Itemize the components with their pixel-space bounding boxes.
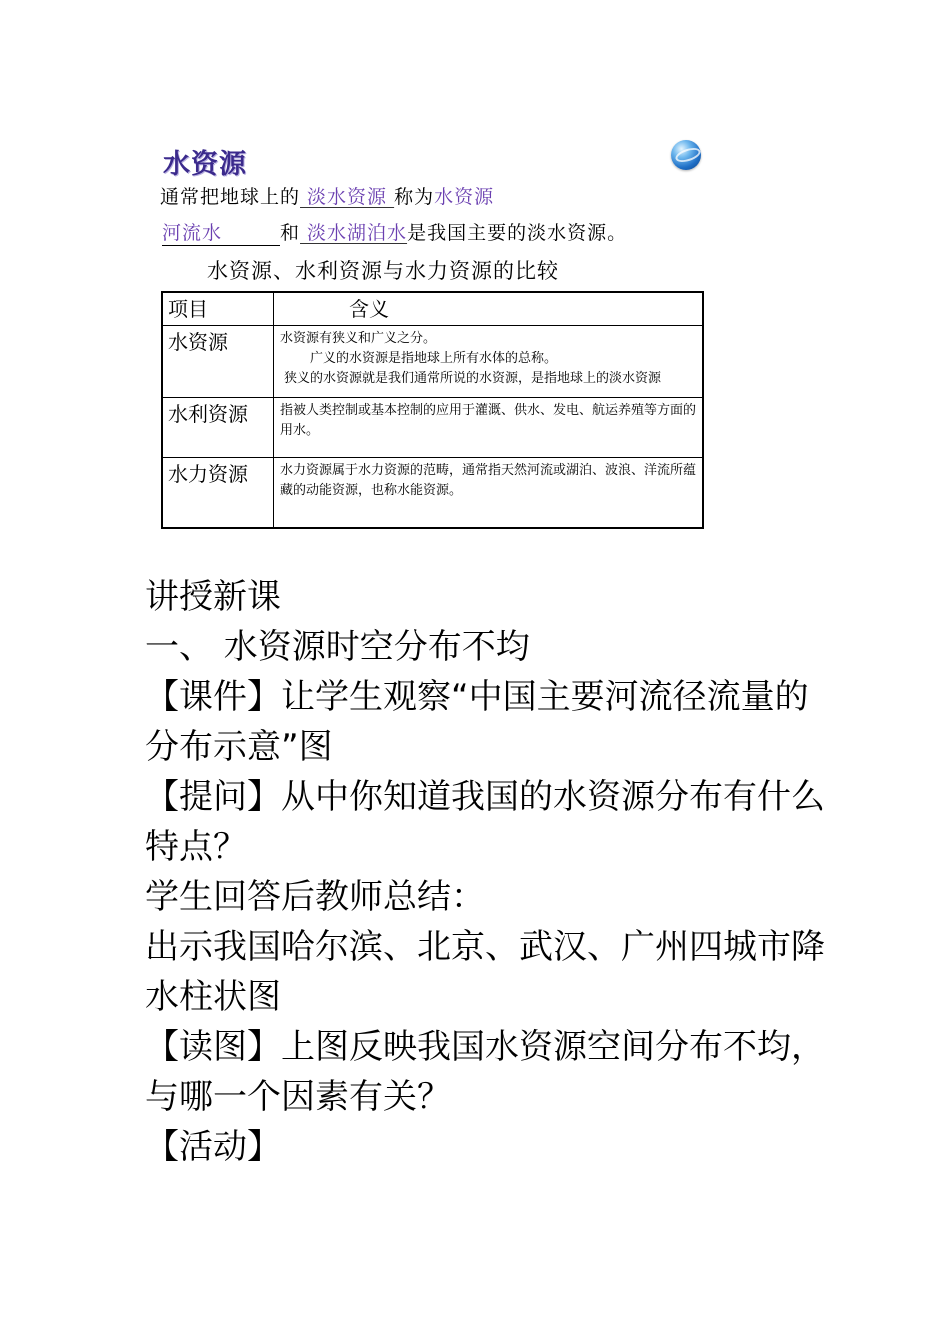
row-item: 水力资源 xyxy=(162,458,274,528)
fill-in-freshwater: 淡水资源 xyxy=(300,186,395,208)
precipitation-paragraph: 出示我国哈尔滨、北京、武汉、广州四城市降水柱状图 xyxy=(145,927,825,1017)
lesson-heading: 讲授新课 xyxy=(145,577,281,617)
line2-middle: 和 xyxy=(280,222,301,244)
header-item: 项目 xyxy=(162,292,274,326)
meaning-line: 指被人类控制或基本控制的应用于灌溉、供水、发电、航运养殖等方面的用水。 xyxy=(280,403,697,438)
row-item: 水利资源 xyxy=(162,398,274,458)
meaning-line: 水资源有狭义和广义之分。 xyxy=(280,331,437,346)
fill-in-lake-water: 淡水湖泊水 xyxy=(300,222,408,244)
section-heading: 水资源 xyxy=(163,149,247,180)
meaning-line: 广义的水资源是指地球上所有水体的总称。 xyxy=(310,351,558,366)
meaning-line: 狭义的水资源就是我们通常所说的水资源，是指地球上的淡水资源 xyxy=(284,371,662,386)
lesson-body xyxy=(145,572,825,1172)
definition-line xyxy=(160,182,494,209)
line1-middle: 称为 xyxy=(394,186,435,208)
line2-suffix: 是我国主要的淡水资源。 xyxy=(407,222,628,244)
table-row xyxy=(162,326,703,398)
meaning-line: 水力资源属于水力资源的范畴，通常指天然河流或湖泊、波浪、洋流所蕴藏的动能资源，也称水能资源。 xyxy=(280,463,697,498)
row-item: 水资源 xyxy=(162,326,274,398)
summary-paragraph: 学生回答后教师总结： xyxy=(145,877,485,917)
section-one-title: 一、 水资源时空分布不均 xyxy=(145,627,530,667)
courseware-paragraph: 【课件】让学生观察“中国主要河流径流量的分布示意”图 xyxy=(145,677,809,767)
table-row xyxy=(162,458,703,528)
table-row xyxy=(162,398,703,458)
main-sources-line xyxy=(162,218,627,246)
table-header-row xyxy=(162,292,703,326)
line1-prefix: 通常把地球上的 xyxy=(160,186,301,208)
header-meaning: 含义 xyxy=(274,292,704,326)
activity-paragraph: 【活动】 xyxy=(145,1127,281,1167)
row-meaning xyxy=(274,398,704,458)
globe-icon xyxy=(671,140,701,170)
row-meaning xyxy=(274,458,704,528)
row-meaning xyxy=(274,326,704,398)
table-title: 水资源、水利资源与水力资源的比较 xyxy=(207,259,559,283)
fill-in-river-water: 河流水 xyxy=(162,218,280,246)
fill-in-water-resources: 水资源 xyxy=(434,186,495,208)
read-map-paragraph: 【读图】上图反映我国水资源空间分布不均，与哪一个因素有关？ xyxy=(145,1027,825,1117)
comparison-table xyxy=(161,291,704,529)
question-paragraph: 【提问】从中你知道我国的水资源分布有什么特点？ xyxy=(145,777,825,867)
